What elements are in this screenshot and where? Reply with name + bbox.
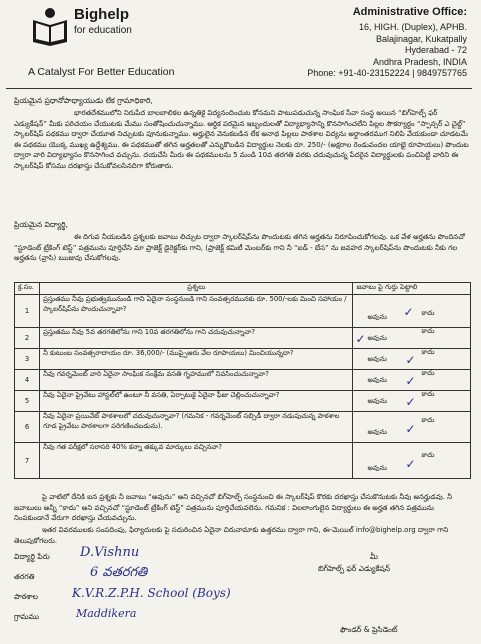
intro-paragraph: భారతదేశములోని నిరుపేద బాలబాలికల ఉన్నతికై విద్యనందించుట కోసమని పాటుపడుచున్న సాంఘిక సేవా సంస్థ అయిన “బిగ్‌హెల్ప్ ఫర్ ఎడ్యుకేషన్” మీకు పరిచయం చేయుటకు మేము సంతోషించుచున్నాము. ఆర్థిక పరమైన ఇబ్బందులతో విద్యాభ్యాసాన్ని కొనసాగించలేని పిల్లల సౌకర్యార్థం “స్పాన్సర్ ఎ చైల్డ్” స్కాలర్‌షిప్ పథకము ద్వారా చేయూత నిచ్చుటకు పూనుకున్నాము. అర్హులైన వెనుకబడిన లేక అనాథ పిల్లలు పాఠశాల విద్యను అర్థాంతరముగ నిలిపి వేయకుండా చూడటమే ఈ పథకము యొక్క ముఖ్య ఉద్దేశ్యము. ఈ పథకముతో తగిన అర్హతలతో ఎన్నుకొబడిన విద్యార్థుల నెలకు రూ. 250/- (అక్షరాల రెండువందల యాభై రూపాయలు) పొందుట ద్వారా వారి విద్యాభ్యాసం కొనసాగించ వచ్చును. దయచేసి మీరు ఈ పథకములను 5 మండి 10వ తరగతి వరకు చదువుచున్న పేదరైన విద్యార్థులకు పంచిపెట్టి వారిని ఈ స్కాలర్‌షిప్ కోసము దరఖాస్తు చేసుకోవలసినదిగా కోరుతారు. bbox=[14, 109, 469, 170]
sign-organization: బిగ్‌హెల్ప్ ఫర్ ఎడ్యుకేషన్ bbox=[318, 564, 391, 573]
answer-yes[interactable]: అవును bbox=[367, 397, 387, 405]
answer-yes[interactable]: అవును bbox=[367, 428, 387, 436]
village-label: గ్రామము bbox=[14, 612, 40, 621]
office-phone: Phone: +91-40-23152224 | 9849757765 bbox=[307, 68, 467, 78]
checkmark-icon: ✓ bbox=[405, 374, 416, 388]
table-row bbox=[15, 295, 471, 328]
answer-cell[interactable] bbox=[353, 328, 471, 349]
checkmark-icon: ✓ bbox=[405, 395, 416, 409]
answer-no[interactable]: కాదు bbox=[421, 327, 435, 335]
row-question: నీవు ఏదైనా ప్రైవేటు హాస్టల్‌లో ఉంటూ నీ వసతి, ఏర్పాటుకై ఏదైనా ఫీజు చెల్లించుచున్నావా? bbox=[40, 391, 353, 412]
row-question: నీవు గవర్నమెంట్ వారి ఏదైనా సాంఘిక సంక్షేమ వసతి గృహములో నివసించుచున్నావా? bbox=[40, 370, 353, 391]
office-line: 16, HIGH. (Duplex), APHB. bbox=[358, 22, 467, 32]
row-number: 3 bbox=[15, 349, 40, 370]
answer-yes[interactable]: అవును bbox=[367, 464, 387, 472]
office-line: Balajinagar, Kukatpally bbox=[375, 33, 467, 44]
answer-yes[interactable]: అవును bbox=[367, 313, 387, 321]
answer-no[interactable]: కాదు bbox=[421, 369, 435, 377]
brand-name: Bighelp bbox=[74, 6, 129, 23]
table-header bbox=[15, 283, 471, 295]
header-divider bbox=[6, 88, 472, 89]
village-value[interactable]: Maddikera bbox=[76, 607, 137, 620]
row-question: నీవు ఏదైనా ప్రయివేట్ పాఠశాలలో చదువుచున్నావా? (గమనిక - గవర్నమెంట్ సబ్సిడీ ద్వారా నడుపుచున్న పాఠశాల గూడ ప్రైవేటు పాఠశాలగా పరిగణించబడును). bbox=[40, 412, 353, 443]
salutation: ప్రియమైన ప్రధానోపాధ్యాయుడు లేక గ్రామాధికారి, bbox=[14, 96, 153, 105]
col-question: ప్రశ్నలు bbox=[40, 283, 353, 295]
letterhead bbox=[0, 0, 481, 95]
answer-no[interactable]: కాదు bbox=[421, 309, 435, 317]
answer-cell[interactable] bbox=[353, 370, 471, 391]
office-line: Andhra Pradesh, INDIA bbox=[372, 56, 467, 67]
row-question: నీవు గత పరీక్షలో సరాసరి 40% కన్నా తక్కువ మార్కులు వచ్చినవా? bbox=[40, 443, 353, 479]
student-salutation: ప్రియమైన విద్యార్థి, bbox=[14, 220, 68, 229]
answer-cell[interactable] bbox=[353, 412, 471, 443]
answer-yes[interactable]: అవును bbox=[367, 355, 387, 363]
answer-no[interactable]: కాదు bbox=[421, 451, 435, 459]
instructions-paragraph: పై వాటిలో దేనికి ఐన ప్రశ్నకు నీ జవాబు “అవును” అని వచ్చినచో బిగ్‌హెల్ప్ సంస్థనుంచి ఈ స్కాలర్‌షిప్ కొరకు దరఖాస్తు చేసుకొనుటకు నీవు అనర్హుడవు. నీ జవాబులు అన్నీ “కాదు” అని వచ్చినచో “స్టూడెంట్ ట్రేకింగ్ టెస్ట్” పత్రమును పూర్తిచేయవలెను. గమనిక : విలలాంగులైన విద్యార్థులు ఈ అర్హత తగిన పత్రమును నింపకుండానే వేరుగా దరఖాస్తు చేయవచ్చును. bbox=[14, 493, 453, 522]
brand-sub: for education bbox=[74, 25, 132, 36]
answer-cell[interactable] bbox=[353, 349, 471, 370]
class-label: తరగతి bbox=[14, 572, 35, 581]
sign-yours: మీ bbox=[370, 552, 378, 561]
eligibility-table bbox=[14, 282, 471, 479]
col-sn: క్ర.సం. bbox=[15, 283, 40, 295]
class-value[interactable]: 6 వతరగతి bbox=[90, 565, 148, 580]
checkmark-icon: ✓ bbox=[405, 422, 416, 436]
col-answer: జవాబు పై గుర్తు పెట్టాలి bbox=[353, 283, 471, 295]
row-number: 5 bbox=[15, 391, 40, 412]
sign-title: ఫౌండర్ & ప్రెసిడెంట్ bbox=[340, 625, 398, 634]
table-row bbox=[15, 443, 471, 479]
checkmark-icon: ✓ bbox=[403, 305, 414, 319]
office-address bbox=[307, 6, 467, 80]
answer-cell[interactable] bbox=[353, 295, 471, 328]
table-row bbox=[15, 412, 471, 443]
student-name-value[interactable]: D.Vishnu bbox=[80, 545, 140, 560]
checkmark-icon: ✓ bbox=[405, 353, 416, 367]
answer-cell[interactable] bbox=[353, 443, 471, 479]
answer-yes[interactable]: అవును bbox=[367, 376, 387, 384]
answer-yes[interactable]: అవును bbox=[367, 334, 387, 342]
row-question: ప్రస్తుతము నీవు ప్రభుత్వమునుండి గాని ఏదైనా సంస్థనుండి గాని సంవత్సరమునకు రూ. 500/-లకు మించి సహాయం / స్కాలర్‌షిప్‌ను పొందుచున్నావా? bbox=[40, 295, 353, 328]
office-line: Hyderabad - 72 bbox=[404, 45, 467, 55]
row-question: నీ కుటుంబ సంవత్సరాదాయం రూ. 36,000/- (ముప్పైఆరు వేల రూపాయలు) మించియున్నదా? bbox=[40, 349, 353, 370]
checkmark-icon: ✓ bbox=[355, 332, 366, 346]
table-row bbox=[15, 370, 471, 391]
office-title: Administrative Office: bbox=[352, 6, 467, 18]
answer-no[interactable]: కాదు bbox=[421, 416, 435, 424]
answer-no[interactable]: కాదు bbox=[421, 348, 435, 356]
school-value[interactable]: K.V.R.Z.P.H. School (Boys) bbox=[72, 586, 231, 600]
row-number: 6 bbox=[15, 412, 40, 443]
table-row bbox=[15, 349, 471, 370]
table-row bbox=[15, 328, 471, 349]
row-number: 2 bbox=[15, 328, 40, 349]
checkmark-icon: ✓ bbox=[405, 457, 416, 471]
answer-cell[interactable] bbox=[353, 391, 471, 412]
row-number: 4 bbox=[15, 370, 40, 391]
table-row bbox=[15, 391, 471, 412]
school-label: పాఠశాల bbox=[14, 592, 39, 601]
student-paragraph: ఈ దిగువ నీయబడిన ప్రశ్నలకు జవాబు లిచ్చుట ద్వారా స్కాలర్‌షిప్‌ను పొందుటకు తగిన అర్హతను నిరూపించుకోగలవు. ఒక వేళ అర్హతను పొందినచో “స్టూడెంట్ ట్రేకింగ్ టెస్ట్” పత్రమును పూర్తిచేసి మా ప్రాజెక్ట్ డైరెక్టర్‌కు గాని, (ప్రాజెక్ట్ కమిటీ మెంబర్‌కు గాని నీ “ఐడ్ - బేస” ను జవహర స్కాలర్‌షిప్‌ను పొందుటకు నీకు గల అర్హతను (వ్రాసి) ఋజువు చేసుకోగలవు. bbox=[14, 233, 465, 262]
row-number: 1 bbox=[15, 295, 40, 328]
tagline: A Catalyst For Better Education bbox=[28, 66, 175, 78]
bighelp-logo bbox=[30, 6, 150, 46]
answer-no[interactable]: కాదు bbox=[421, 390, 435, 398]
contact-paragraph: ఇతర వివరములకు సంపదింపు, ఫిర్యాదులకు పై సదురించిన ఏదైనా చిరునామాకు ఉత్తరము ద్వారా గాని, ఈ-మెయిల్ info@bighelp.org ద్వారా గాని తెలుపుకోగలరు. bbox=[14, 526, 449, 545]
book-person-icon bbox=[30, 6, 70, 46]
row-number: 7 bbox=[15, 443, 40, 479]
row-question: ప్రస్తుతము నీవు 5వ తరగతిలోను గాని 10వ తరగతిలోను గాని చదువుచున్నావా? bbox=[40, 328, 353, 349]
student-name-label: విద్యార్థి పేరు bbox=[14, 552, 50, 561]
